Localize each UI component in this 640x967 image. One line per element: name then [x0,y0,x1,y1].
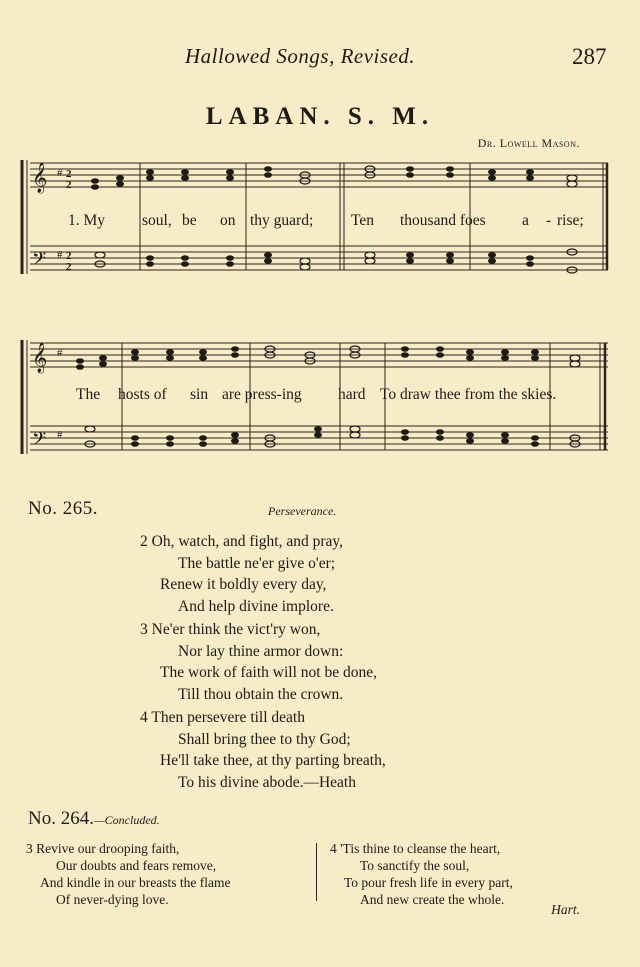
svg-text:𝄞: 𝄞 [32,163,48,193]
music-system-2: 𝄞 𝄢 # # The hosts of sin are press-ing hard To draw thee from the skies. [0,330,640,480]
column-divider [316,843,317,901]
svg-text:2: 2 [66,261,72,273]
running-title: Hallowed Songs, Revised. [185,44,416,68]
svg-text:#: # [57,347,63,359]
svg-text:𝄞: 𝄞 [32,343,48,373]
hymn-264-number: No. 264. [28,808,94,829]
svg-text:2: 2 [66,250,72,262]
svg-text:2: 2 [66,179,72,191]
svg-text:2: 2 [66,168,72,180]
stanza-2: 2 Oh, watch, and fight, and pray, The battle ne'er give o'er; Renew it boldly every day, And help divine implore. [140,533,344,615]
music-system-1: 𝄞 𝄢 # # 2 2 2 2 1. My soul, be on thy guard; Ten thousand foes a - rise; [0,150,640,300]
hymn-264-note: —Concluded. [93,813,160,827]
hymn-264-stanza-4: 4 'Tis thine to cleanse the heart, To sanctify the soul, To pour fresh life in every part, And new create the whole. [330,841,513,907]
composer: Dr. Lowell Mason. [477,136,580,150]
stanza-3: 3 Ne'er think the vict'ry won, Nor lay thine armor down: The work of faith will not be done, Till thou obtain the crown. [140,621,377,703]
running-head [0,40,640,80]
svg-text:#: # [57,167,63,179]
hymn-265-subtitle: Perseverance. [268,504,337,518]
svg-text:𝄢: 𝄢 [32,429,47,454]
hymn-265-number: No. 265. [28,498,98,519]
svg-text:𝄢: 𝄢 [32,249,47,274]
hymn-264-stanza-3: 3 Revive our drooping faith, Our doubts and fears remove, And kindle in our breasts the flame Of never-dying love. [26,841,231,907]
page-number: 287 [572,44,607,69]
hymn-title: LABAN. S. M. [205,103,435,130]
hymn-264-attribution: Hart. [551,902,580,917]
stanza-4: 4 Then persevere till death Shall bring thee to thy God; He'll take thee, at thy parting breath, To his divine abode.—Heath [140,709,386,791]
svg-text:#: # [57,429,63,441]
hymn-264-header [28,808,160,830]
music-staves-2 [0,330,640,480]
svg-text:#: # [57,249,63,261]
